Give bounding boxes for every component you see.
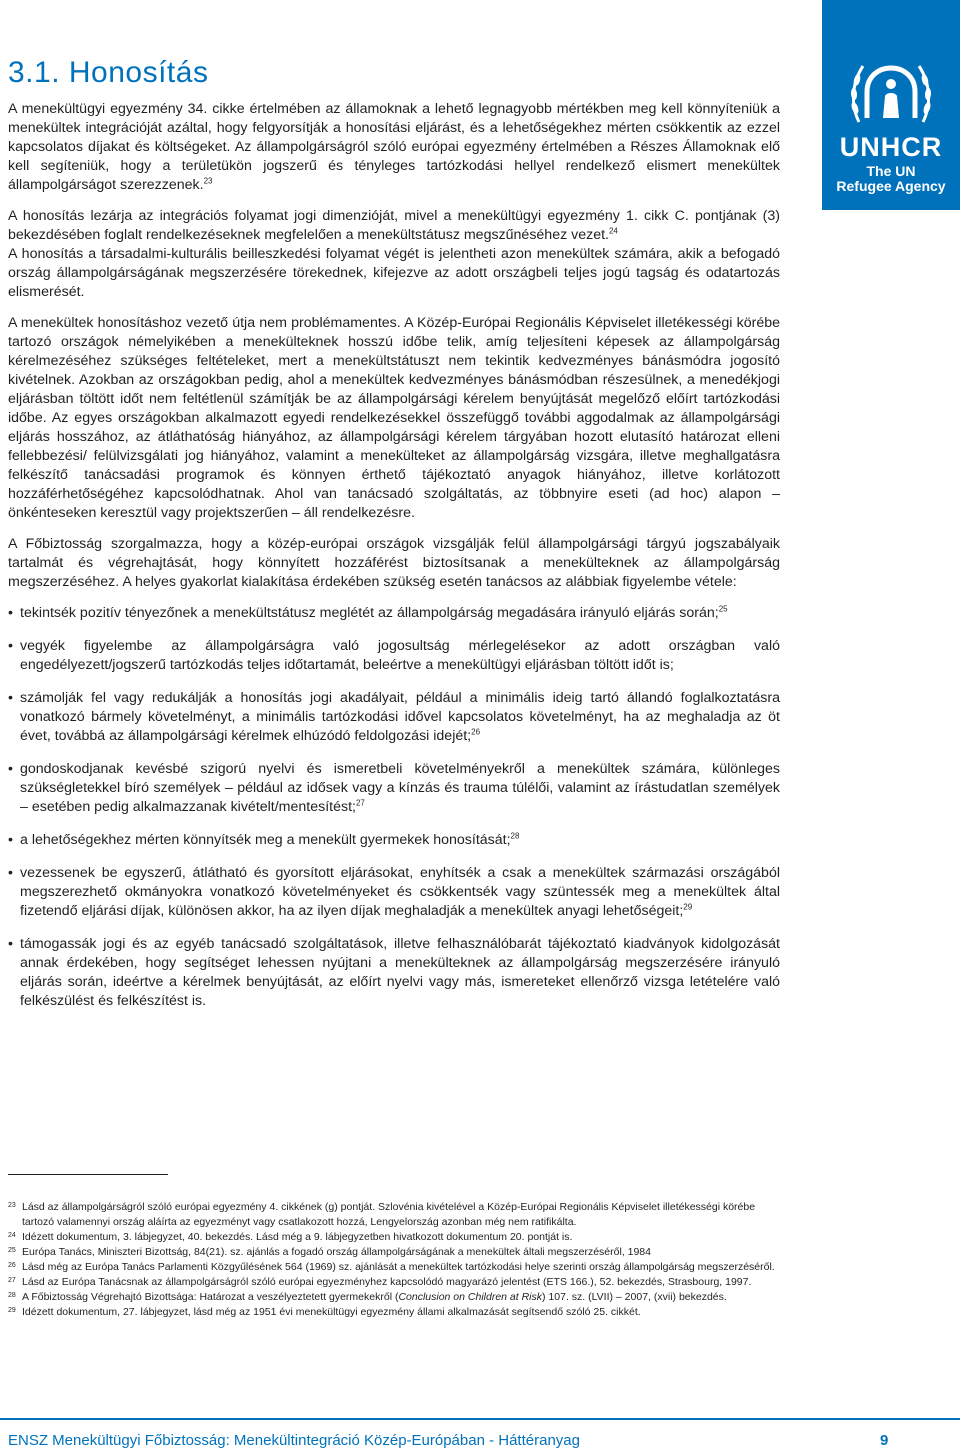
footer-title: ENSZ Menekültügyi Főbiztosság: Menekültintegráció Közép-Európában - Háttéranyag bbox=[8, 1432, 580, 1449]
paragraph-3: A menekültek honosításhoz vezető útja nem problémamentes. A Közép-Európai Regionális Képviselet illetékességi körébe tartozó országok némelyikében a menekülteknek hosszú időbe telik, amíg teljesíteni képesek az állampolgárság kérelmezéséhez szükséges feltételeket, mert a menekültstátuszt nem tekintik kedvezményes bánásmódra jogosító kivételnek. Azokban az országokban pedig, ahol a menekültek kedvezményes bánásmódban részesülnek, a menedékjogi eljárásban töltött időt nem feltétlenül számítják be az állampolgársági kérelem benyújtását megelőző előírt tartózkodási időbe. Az egyes országokban alkalmazott egyedi rendelkezésekkel összefüggő további aggodalmak az állampolgársági eljárás hosszához, az átláthatóság hiányához, az állampolgársági kérelem tárgyában hozott elutasító határozat elleni fellebbezési/ felülvizsgálati jog hiányához, valamint a menekülteket az állampolgárság vizsgára, illetve meghallgatásra felkészítő tanácsadási programok és könnyen érthető tájékoztató anyagok hiányához, illetve korlátozott hozzáférhetőségéhez kapcsolódhatnak. Ahol van tanácsadó szolgáltatás, az többnyire eseti (ad hoc) alapon – önkénteseken keresztül vagy projektszerűen – áll rendelkezésre. bbox=[8, 315, 780, 521]
footnote: 27 Lásd az Európa Tanácsnak az állampolgárságról szóló európai egyezményhez kapcsolódó magyarázó jelentést (ETS 166.), 52. bekezdés, Strasbourg, 1997. bbox=[8, 1276, 752, 1288]
footnote-ref: 24 bbox=[608, 226, 618, 236]
paragraph-4: A Főbiztosság szorgalmazza, hogy a közép-európai országok vizsgálják felül állampolgársági tárgyú jogszabályaik tartalmát és végrehajtását, hogy könnyített hozzáférést biztosítsanak a menekülteknek az állampolgárság megszerzéséhez. A helyes gyakorlat kialakítása érdekében szükség esetén tanácsos az alábbiak figyelembe vétele: bbox=[8, 536, 780, 590]
footnote: 26 Lásd még az Európa Tanács Parlamenti Közgyűlésének 564 (1969) sz. ajánlását a menekültek tartózkodási helye szerinti ország állampolgárság megszerzéséről. bbox=[8, 1261, 775, 1273]
recommendation-list bbox=[8, 604, 780, 1011]
body-text bbox=[8, 100, 780, 1025]
footnote-divider bbox=[8, 1174, 168, 1175]
footer-divider bbox=[0, 1418, 960, 1420]
unhcr-emblem-icon bbox=[849, 56, 933, 128]
paragraph-2b: A honosítás a társadalmi-kulturális beilleszkedési folyamat végét is jelentheti azon menekültek számára, akik a befogadó ország állampolgárságának megszerzésére törekednek, kifejezve az adott országbeli teljes jogú tagság és odatartozás elismerését. bbox=[8, 246, 780, 300]
footnote: 24 Idézett dokumentum, 3. lábjegyzet, 40. bekezdés. Lásd még a 9. lábjegyzetben hivatkozott dokumentum 20. pontját is. bbox=[8, 1231, 573, 1243]
page-number: 9 bbox=[880, 1432, 889, 1449]
footnote-ref: 23 bbox=[203, 176, 213, 186]
list-item: • a lehetőségekhez mérten könnyítsék meg a menekült gyermekek honosítását;$^{28}$ bbox=[8, 831, 780, 850]
footnote: 25 Európa Tanács, Miniszteri Bizottság, 84(21). sz. ajánlás a fogadó ország állampolgárságának a menekültek általi megszerzéséről, 1984 bbox=[8, 1246, 651, 1258]
list-item: • vegyék figyelembe az állampolgárságra való jogosultság mérlegelésekor az adott országban való engedélyezett/jogszerű tartózkodás teljes időtartamát, beleértve a menekültügyi eljárásban töltött időt is; bbox=[8, 637, 780, 675]
list-item: • vezessenek be egyszerű, átlátható és gyorsított eljárásokat, enyhítsék a csak a menekültek származási országából megszerezhető okmányokra vonatkozó követelményeket és csökkentsék vagy szüntessék meg a menekültek által fizetendő eljárási díjak, különösen akkor, ha az ilyen díjak meghaladják a menekültek anyagi lehetőségeit;$^{29}$ bbox=[8, 864, 780, 921]
logo-line-1: The UN bbox=[866, 163, 916, 179]
footnotes bbox=[8, 1200, 780, 1320]
logo-brand: UNHCR bbox=[839, 132, 943, 162]
paragraph-2: A honosítás lezárja az integrációs folyamat jogi dimenzióját, mivel a menekültügyi egyezmény 1. cikk C. pontjának (3) bekezdésében foglalt rendelkezéseknek megfelelően a menekültstátusz megszűnéséhez vezet.$^{24}$ bbox=[8, 208, 780, 243]
list-item: • támogassák jogi és az egyéb tanácsadó szolgáltatások, illetve felhasználóbarát tájékoztató kiadványok kidolgozását annak érdekében, hogy segítséget lehessen nyújtani a menekülteknek az állampolgárság megszerzésére irányuló eljárás során, ideértve a kérelmek benyújtását, az előírt nyelvi vagy más, ismereteket ellenőrző vizsga letételére való felkészülést és felkészítést is. bbox=[8, 935, 780, 1011]
logo-line-2: Refugee Agency bbox=[836, 178, 946, 194]
list-item: • tekintsék pozitív tényezőnek a menekültstátusz meglétét az állampolgárság megadására irányuló eljárás során;$^{25}$ bbox=[8, 604, 780, 623]
list-item: • számolják fel vagy redukálják a honosítás jogi akadályait, például a minimális ideig tartó állandó foglalkoztatásra vonatkozó bármely követelményt, a minimális tartózkodási idővel kapcsolatos követelményt, ha az meghaladja az öt évet, továbbá az állampolgársági kérelmek elhúzódó feldolgozási idejét;$^{26}$ bbox=[8, 689, 780, 746]
page-title: 3.1. Honosítás bbox=[8, 56, 209, 89]
paragraph-1: A menekültügyi egyezmény 34. cikke értelmében az államoknak a lehető legnagyobb mértékben meg kell könnyíteniük a menekültek integrációját azáltal, hogy felgyorsítják a honosítási eljárást, és a lehetőségekhez mérten csökkentik az ezzel kapcsolatos díjakat és költségeket. Az állampolgárságról szóló európai egyezmény értelmében a Részes Államoknak elő kell segíteniük, hogy a területükön jogszerű és tényleges tartózkodási hellyel rendelkező elismert menekültek állampolgárságot szerezzenek.$^{23}$ bbox=[8, 101, 780, 193]
unhcr-logo bbox=[822, 0, 960, 210]
list-item: • gondoskodjanak kevésbé szigorú nyelvi és ismeretbeli követelményekről a menekültek számára, különleges szükségletekkel bíró személyek – például az idősek vagy a kínzás és trauma túlélői, valamint az írástudatlan személyek – esetében pedig alkalmazzanak kivételt/mentesítést;$^{27}$ bbox=[8, 760, 780, 817]
footnote: 29 Idézett dokumentum, 27. lábjegyzet, lásd még az 1951 évi menekültügyi egyezmény állami alkalmazását segítsendő szóló 25. cikkét. bbox=[8, 1306, 641, 1318]
footnote: 23 Lásd az állampolgárságról szóló európai egyezmény 4. cikkének (g) pontját. Szlovénia kivételével a Közép-Európai Regionális Képviselet illetékességi körébe tartozó valamennyi ország aláírta az egyezményt vagy csatlakozott hozzá, Lengyelország azonban még nem ratifikálta. bbox=[8, 1201, 756, 1228]
footnote: 28 A Főbiztosság Végrehajtó Bizottsága: Határozat a veszélyeztetett gyermekekről (Conclusion on Children at Risk) 107. sz. (LVII) – 2007, (xvii) bekezdés. bbox=[8, 1291, 727, 1303]
